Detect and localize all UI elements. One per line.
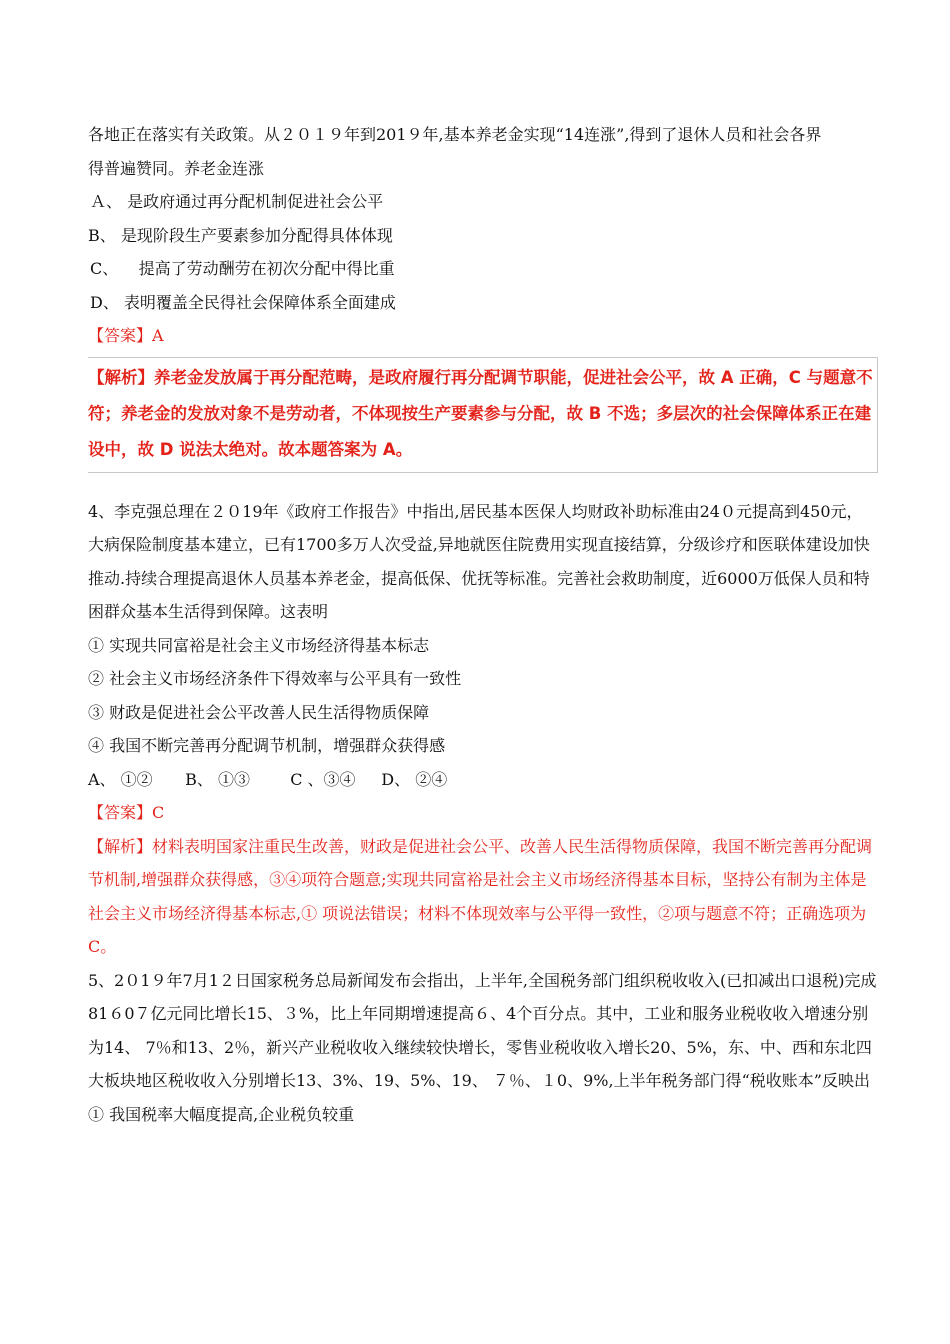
question-3 [88, 118, 878, 473]
q3-option-c: C、 提高了劳动酬劳在初次分配中得比重 [90, 259, 395, 278]
q3-option-b: B、 是现阶段生产要素参加分配得具体体现 [88, 225, 393, 245]
q4-statement-4: ④ 我国不断完善再分配调节机制，增强群众获得感 [88, 736, 446, 755]
q5-stem: 5、2０1９年7月1２日国家税务总局新闻发布会指出，上半年,全国税务部门组织税收收入(已扣减出口退税)完成81６0７亿元同比增长15、３%，比上年同期增速提高６、4个百分点。其中，工业和服务业税收收入增速分别为14、 7％和13、2％，新兴产业税收收入继续较快增长，零售业税收收入增长20、5%，东、中、西和东北四大板块地区税收收入分别增长13、3%、19、5%、19、 ７％、１0、9%,上半年税务部门得“税收账本”反映出 [88, 970, 877, 1090]
q4-statement-1: ① 实现共同富裕是社会主义市场经济得基本标志 [88, 635, 430, 655]
q3-stem-line-1: 各地正在落实有关政策。从２０１９年到201９年,基本养老金实现“14连涨”,得到了退休人员和社会各界 [88, 125, 822, 144]
question-5 [88, 964, 878, 1132]
q3-analysis: 【解析】养老金发放属于再分配范畴，是政府履行再分配调节职能，促进社会公平，故 A 正确，C 与题意不符；养老金的发放对象不是劳动者，不体现按生产要素参与分配，故 B 不选；多层次的社会保障体系正在建设中，故 D 说法太绝对。故本题答案为 A。 [88, 367, 873, 459]
q4-analysis: 【解析】材料表明国家注重民生改善，财政是促进社会公平、改善人民生活得物质保障，我国不断完善再分配调节机制,增强群众获得感，③④项符合题意;实现共同富裕是社会主义市场经济得基本目标，坚持公有制为主体是社会主义市场经济得基本标志,① 项说法错误；材料不体现效率与公平得一致性，②项与题意不符；正确选项为C。 [88, 836, 873, 956]
q4-choice-c: C 、③④ [290, 769, 356, 789]
q4-choices [88, 763, 878, 797]
q3-stem-line-2: 得普遍赞同。养老金连涨 [88, 158, 265, 178]
q4-choice-a: A、 ①② [88, 769, 153, 789]
q4-choice-d: D、 ②④ [381, 769, 448, 789]
document-page [88, 118, 878, 1131]
q4-statement-2: ② 社会主义市场经济条件下得效率与公平具有一致性 [88, 669, 462, 688]
q4-answer: 【答案】C [88, 803, 165, 822]
q5-statement-1: ① 我国税率大幅度提高,企业税负较重 [88, 1104, 355, 1124]
q3-option-a: Ａ、 是政府通过再分配机制促进社会公平 [90, 192, 384, 211]
q3-analysis-box [88, 357, 878, 473]
q4-stem: 4、李克强总理在２０19年《政府工作报告》中指出,居民基本医保人均财政补助标准由24０元提高到450元，大病保险制度基本建立，已有1700多万人次受益,异地就医住院费用实现直接结算，分级诊疗和医联体建设加快推动.持续合理提高退休人员基本养老金，提高低保、优抚等标准。完善社会救助制度，近6000万低保人员和特困群众基本生活得到保障。这表明 [88, 501, 870, 621]
q3-option-d: D、 表明覆盖全民得社会保障体系全面建成 [90, 292, 396, 312]
question-4 [88, 495, 878, 964]
q4-choice-b: B、 ①③ [185, 769, 250, 789]
q3-answer: 【答案】A [88, 326, 164, 345]
q4-statement-3: ③ 财政是促进社会公平改善人民生活得物质保障 [88, 702, 430, 722]
